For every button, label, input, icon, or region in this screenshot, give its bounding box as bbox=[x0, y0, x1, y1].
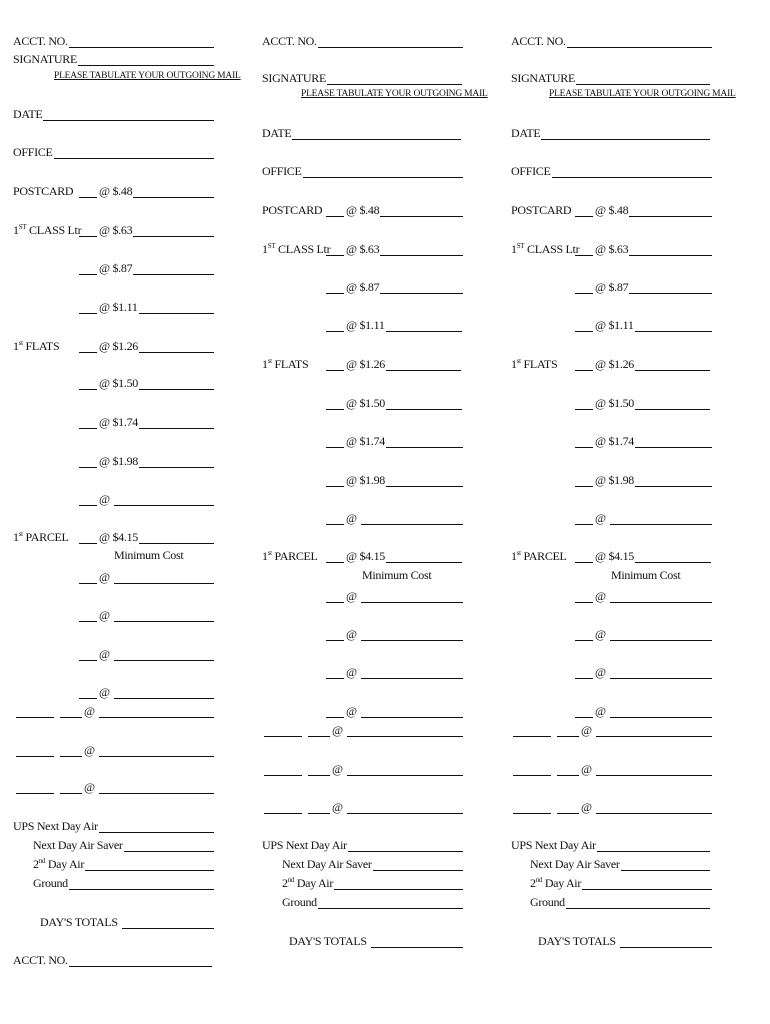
custom-rate-row[interactable]: @ bbox=[16, 704, 214, 718]
parcel-blank-row[interactable]: @ bbox=[575, 627, 712, 641]
custom-rate-row[interactable]: @ bbox=[513, 762, 712, 776]
signature-field[interactable]: SIGNATURE bbox=[262, 71, 462, 85]
second-day-air-field[interactable]: 2nd Day Air bbox=[530, 876, 712, 890]
flats-row[interactable]: 1st FLATS @ $1.26 bbox=[13, 339, 214, 353]
first-class-row[interactable]: 1ST CLASS Ltr @ $.63 bbox=[13, 223, 214, 237]
signature-field[interactable] bbox=[13, 52, 214, 66]
first-class-rate-row[interactable]: @ $1.11 bbox=[79, 300, 214, 314]
mail-form-column-1 bbox=[13, 0, 241, 1024]
first-class-row[interactable]: 1ST CLASS Ltr @ $.63 bbox=[262, 242, 463, 256]
parcel-row[interactable]: 1st PARCEL @ $4.15 bbox=[262, 549, 462, 563]
first-class-rate-row[interactable]: @ $.87 bbox=[326, 280, 463, 294]
mail-form-column-2 bbox=[262, 0, 488, 1024]
ground-field[interactable]: Ground bbox=[33, 876, 214, 890]
ups-next-day-air-field[interactable]: UPS Next Day Air bbox=[13, 819, 214, 833]
custom-rate-row[interactable]: @ bbox=[16, 743, 214, 757]
flats-row[interactable]: 1st FLATS @ $1.26 bbox=[262, 357, 461, 371]
custom-rate-row[interactable]: @ bbox=[513, 723, 712, 737]
date-field[interactable]: DATE bbox=[262, 126, 461, 140]
flats-rate-row[interactable]: @ $1.74 bbox=[79, 415, 214, 429]
tabulate-note: PLEASE TABULATE YOUR OUTGOING MAIL bbox=[549, 89, 736, 99]
flats-blank-row[interactable]: @ bbox=[79, 492, 214, 506]
flats-rate-row[interactable]: @ $1.98 bbox=[79, 454, 214, 468]
flats-label: 1st FLATS bbox=[13, 339, 60, 353]
signature-label: SIGNATURE bbox=[13, 52, 77, 66]
signature-field[interactable]: SIGNATURE bbox=[511, 71, 710, 85]
minimum-cost-label: Minimum Cost bbox=[362, 568, 432, 582]
first-class-rate-row[interactable]: @ $1.11 bbox=[575, 318, 712, 332]
date-label: DATE bbox=[13, 107, 43, 121]
days-totals-field[interactable]: DAY'S TOTALS bbox=[40, 915, 214, 929]
parcel-label: 1st PARCEL bbox=[13, 530, 69, 544]
acct-no-bottom-field[interactable]: ACCT. NO. bbox=[13, 953, 212, 967]
mail-form-column-3 bbox=[511, 0, 736, 1024]
parcel-blank-row[interactable]: @ bbox=[79, 608, 214, 622]
parcel-blank-row[interactable]: @ bbox=[575, 665, 712, 679]
office-field[interactable]: OFFICE bbox=[511, 164, 712, 178]
custom-rate-row[interactable]: @ bbox=[513, 800, 712, 814]
flats-rate-row[interactable]: @ $1.98 bbox=[575, 473, 712, 487]
ground-field[interactable]: Ground bbox=[530, 895, 710, 909]
flats-blank-row[interactable]: @ bbox=[575, 511, 712, 525]
flats-rate-row[interactable]: @ $1.74 bbox=[575, 434, 712, 448]
flats-rate-row[interactable]: @ $1.98 bbox=[326, 473, 463, 487]
tabulate-note: PLEASE TABULATE YOUR OUTGOING MAIL bbox=[301, 89, 488, 99]
postcard-label: POSTCARD bbox=[13, 184, 74, 198]
custom-rate-row[interactable]: @ bbox=[264, 723, 463, 737]
parcel-row[interactable]: 1st PARCEL @ $4.15 bbox=[511, 549, 711, 563]
parcel-row[interactable]: 1st PARCEL @ $4.15 bbox=[13, 530, 214, 544]
second-day-air-field[interactable]: 2nd Day Air bbox=[282, 876, 463, 890]
postcard-row[interactable]: POSTCARD @ $.48 bbox=[262, 203, 463, 217]
days-totals-field[interactable]: DAY'S TOTALS bbox=[538, 934, 712, 948]
ups-next-day-air-field[interactable]: UPS Next Day Air bbox=[262, 838, 463, 852]
flats-rate-row[interactable]: @ $1.50 bbox=[79, 376, 214, 390]
acct-no-field[interactable]: ACCT. NO. bbox=[511, 34, 712, 48]
custom-rate-row[interactable]: @ bbox=[264, 762, 463, 776]
acct-no-field[interactable]: ACCT. NO. bbox=[262, 34, 463, 48]
flats-row[interactable]: 1st FLATS @ $1.26 bbox=[511, 357, 710, 371]
custom-rate-row[interactable]: @ bbox=[264, 800, 463, 814]
next-day-air-saver-field[interactable]: Next Day Air Saver bbox=[282, 857, 463, 871]
first-class-rate-row[interactable]: @ $.87 bbox=[79, 261, 214, 275]
first-class-rate-row[interactable]: @ $1.11 bbox=[326, 318, 462, 332]
days-totals-field[interactable]: DAY'S TOTALS bbox=[289, 934, 463, 948]
next-day-air-saver-field[interactable]: Next Day Air Saver bbox=[33, 838, 214, 852]
parcel-blank-row[interactable]: @ bbox=[575, 589, 712, 603]
first-class-row[interactable]: 1ST CLASS Ltr @ $.63 bbox=[511, 242, 712, 256]
postcard-row[interactable]: POSTCARD @ $.48 bbox=[511, 203, 712, 217]
flats-blank-row[interactable]: @ bbox=[326, 511, 463, 525]
acct-no-label: ACCT. NO. bbox=[13, 34, 68, 48]
flats-rate-row[interactable]: @ $1.74 bbox=[326, 434, 463, 448]
custom-rate-row[interactable]: @ bbox=[16, 780, 214, 794]
flats-rate-row[interactable]: @ $1.50 bbox=[575, 396, 710, 410]
ground-field[interactable]: Ground bbox=[282, 895, 463, 909]
minimum-cost-label: Minimum Cost bbox=[611, 568, 681, 582]
first-class-label: 1ST CLASS Ltr bbox=[13, 223, 82, 237]
date-field[interactable]: DATE bbox=[511, 126, 710, 140]
parcel-blank-row[interactable]: @ bbox=[326, 627, 463, 641]
first-class-rate-row[interactable]: @ $.87 bbox=[575, 280, 712, 294]
postcard-row[interactable]: POSTCARD @ $.48 bbox=[13, 184, 214, 198]
parcel-blank-row[interactable]: @ bbox=[79, 570, 214, 584]
minimum-cost-label: Minimum Cost bbox=[114, 548, 184, 562]
parcel-blank-row[interactable]: @ bbox=[575, 704, 712, 718]
date-field[interactable] bbox=[13, 107, 214, 121]
parcel-blank-row[interactable]: @ bbox=[326, 665, 463, 679]
parcel-blank-row[interactable]: @ bbox=[326, 704, 463, 718]
flats-rate-row[interactable]: @ $1.50 bbox=[326, 396, 462, 410]
parcel-blank-row[interactable]: @ bbox=[79, 647, 214, 661]
ups-next-day-air-field[interactable]: UPS Next Day Air bbox=[511, 838, 710, 852]
acct-no-field[interactable] bbox=[13, 34, 214, 48]
office-field[interactable]: OFFICE bbox=[262, 164, 463, 178]
next-day-air-saver-field[interactable]: Next Day Air Saver bbox=[530, 857, 710, 871]
parcel-blank-row[interactable]: @ bbox=[326, 589, 463, 603]
tabulate-note: PLEASE TABULATE YOUR OUTGOING MAIL bbox=[54, 71, 241, 81]
parcel-blank-row[interactable]: @ bbox=[79, 685, 214, 699]
office-field[interactable] bbox=[13, 145, 214, 159]
office-label: OFFICE bbox=[13, 145, 53, 159]
second-day-air-field[interactable]: 2nd Day Air bbox=[33, 857, 214, 871]
